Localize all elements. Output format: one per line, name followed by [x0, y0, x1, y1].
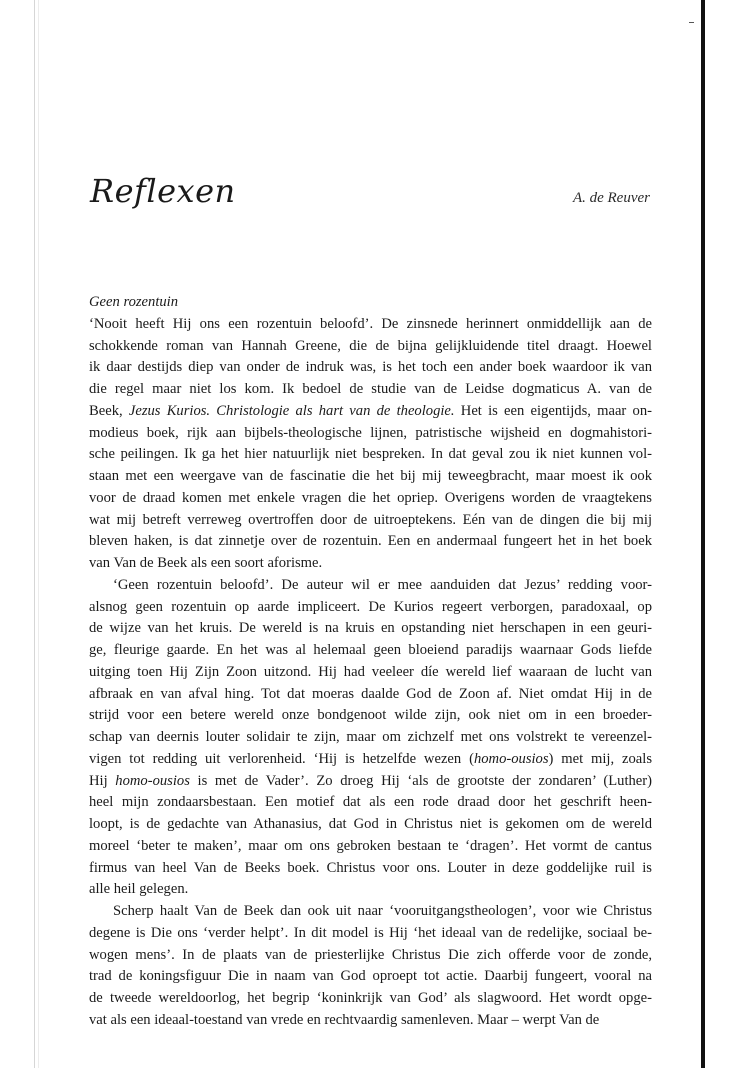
article-body: [89, 292, 652, 1032]
text-line: heel mijn zondaarsbestaan. Een motief dat als een rode draad door het geschrift heen-: [89, 794, 652, 811]
scan-mark: [689, 22, 694, 23]
text-line: degene is Die ons ‘verder helpt’. In dit model is Hij ‘het ideaal van de redelijke, sociaal be-: [89, 924, 652, 941]
page-edge-right: [701, 0, 705, 1068]
text-line: uitging toen Hij Zijn Zoon uitzond. Hij had veeleer díe wereld lief waaraan de lucht van: [89, 663, 652, 680]
text-line: ge, fleurige gaarde. En het was al helemaal geen bloeiend paradijs waarnaar Gods liefde: [89, 642, 652, 658]
text-line: wat mij betreft verreweg overtroffen door de uitroeptekens. Eén van de dingen die bij mij: [89, 511, 652, 528]
text-line: Beek, Jezus Kurios. Christologie als hart van de theologie. Het is een eigentijds, maar on-: [89, 402, 652, 419]
text-line: Hij homo-ousios is met de Vader’. Zo droeg Hij ‘als de grootste der zondaren’ (Luther): [89, 772, 652, 789]
italic-text: homo-ousios: [115, 772, 190, 789]
text-line: die regel maar niet los kom. Ik bedoel de studie van de Leidse dogmaticus A. van de: [89, 381, 652, 397]
paragraph-3: [89, 901, 652, 1032]
text-line: moreel ‘beter te maken’, maar om ons gebroken bestaan te ‘dragen’. Het vormt de cantus: [89, 837, 652, 854]
page-edge-shadow: [38, 0, 39, 1068]
text-line: voor de draad komen met enkele vragen die het opriep. Overigens worden de vraagtekens: [89, 489, 652, 506]
text-line: schokkende roman van Hannah Greene, die de bijna gelijkluidende titel draagt. Hoewel: [89, 337, 652, 354]
text-line: vat als een ideaal-toestand van vrede en rechtvaardig samenleven. Maar – werpt Van de: [89, 1011, 600, 1028]
paragraph-2: [89, 575, 652, 901]
text-line: afbraak en van afval hing. Tot dat moeras daalde God de Zoon af. Niet omdat Hij in de: [89, 685, 652, 702]
text-line: alsnog geen rozentuin op aarde impliceert. De Kurios regeert verborgen, paradoxaal, op: [89, 598, 652, 615]
text-line: alle heil gelegen.: [89, 881, 189, 898]
italic-text: Jezus Kurios. Christologie als hart van de theologie.: [128, 402, 455, 419]
text-line: firmus van heel Van de Beeks boek. Christus voor ons. Louter in deze goddelijke ruil is: [89, 859, 652, 876]
page-edge-left: [34, 0, 35, 1068]
section-heading: Geen rozentuin: [89, 294, 179, 310]
text-line: trad de koningsfiguur Die in naam van God oproept tot actie. Daarbij fungeert, vooral na: [89, 968, 652, 985]
text-line: loopt, is de gedachte van Athanasius, dat God in Christus niet is gekomen om de wereld: [89, 816, 652, 832]
text-line: ik daar destijds diep van onder de indruk was, is het toch een ander boek waardoor ik van: [89, 359, 652, 376]
author-name: A. de Reuver: [572, 190, 650, 206]
text-line: de tweede wereldoorlog, het begrip ‘koninkrijk van God’ als slagwoord. Het wordt opge-: [89, 990, 652, 1006]
text-line: schap van deernis louter solidair te zijn, maar om zichzelf met ons volstrekt te vereenzel-: [89, 729, 652, 745]
italic-text: homo-ousios: [473, 750, 549, 767]
paragraph-1: [89, 314, 652, 575]
text-line: vigen tot redding uit verlorenheid. ‘Hij is hetzelfde wezen (homo-ousios) met mij, zoals: [89, 750, 652, 767]
text-line: de wijze van het kruis. De wereld is na kruis en opstanding niet herschapen in een geuri-: [89, 620, 652, 637]
page-title: Reflexen: [90, 172, 236, 210]
text-line: sche peilingen. Ik ga het hier natuurlijk niet bespreken. In dat geval zou ik niet kunnen vol-: [89, 446, 652, 463]
text-line: bleven haken, is dat zinnetje over de rozentuin. Een en andermaal fungeert het in het boek: [89, 533, 652, 550]
text-line: modieus boek, rijk aan bijbels-theologische lijnen, patristische wijsheid en dogmahistori-: [89, 424, 652, 441]
text-line: strijd voor een betere wereld onze bondgenoot wilde zijn, ook niet om in een broeder-: [89, 707, 652, 724]
text-line: staan met een weergave van de fascinatie die het bij mij teweegbracht, maar moest ik ook: [89, 468, 652, 484]
text-line: van Van de Beek als een soort aforisme.: [89, 555, 323, 571]
text-line: ‘Nooit heeft Hij ons een rozentuin beloofd’. De zinsnede herinnert onmiddellijk aan de: [89, 315, 652, 332]
text-line: ‘Geen rozentuin beloofd’. De auteur wil er mee aanduiden dat Jezus’ redding voor-: [113, 576, 652, 593]
text-line: wogen mens’. In de plaats van de priesterlijke Christus Die zich offerde voor de zonde,: [89, 946, 652, 963]
text-line: Scherp haalt Van de Beek dan ook uit naar ‘vooruitgangstheologen’, voor wie Christus: [113, 903, 652, 919]
